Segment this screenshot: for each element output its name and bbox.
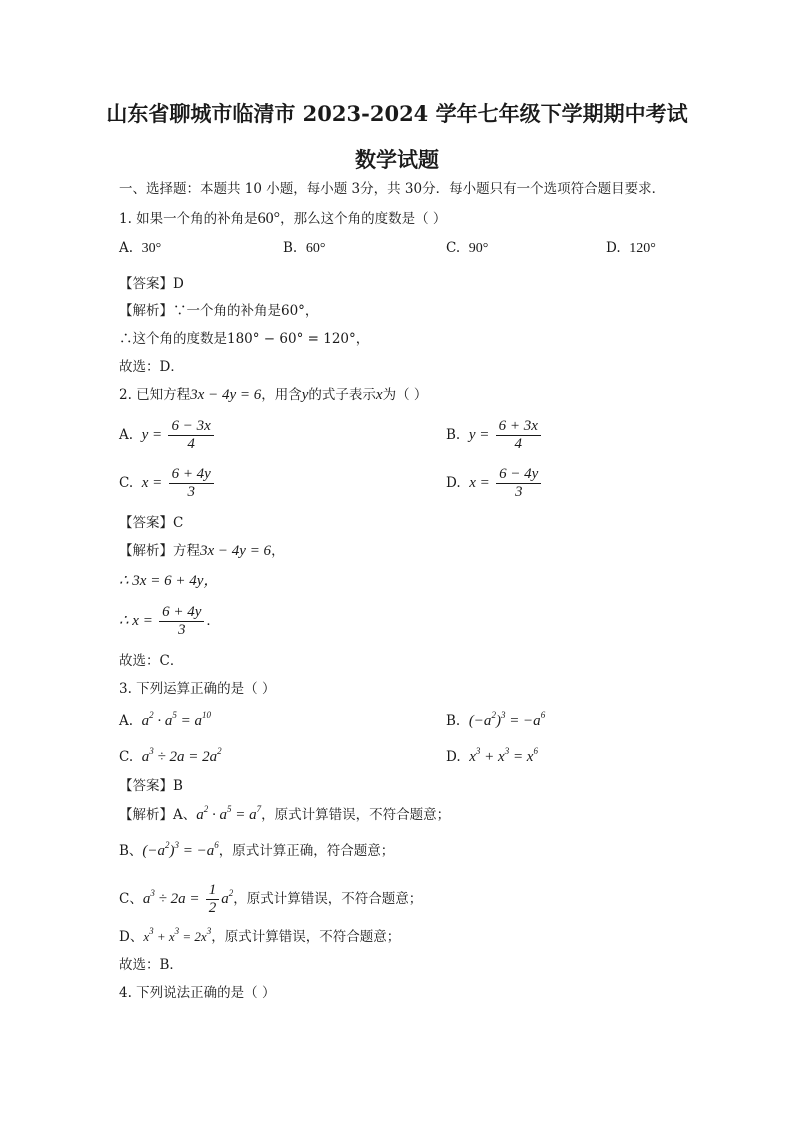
q3-analysis-b: B、$(-a^2)^3 = -a^6$，原式计算正确，符合题意；: [119, 840, 395, 859]
q3-choice: 故选：B．: [119, 957, 183, 973]
question-4-stem: 4. 下列说法正确的是（ ）: [119, 985, 276, 1001]
title-line-2: 数学试题: [355, 147, 439, 172]
q3-option-d: D. $x^3 + x^3 = x^6$: [446, 746, 538, 765]
q3-answer: 【答案】B: [119, 778, 183, 794]
q1-option-c: C. 90°: [446, 240, 489, 256]
q1-analysis-3: 故选：D．: [119, 359, 184, 375]
question-1-stem: 1. 如果一个角的补角是60°，那么这个角的度数是（ ）: [119, 210, 447, 227]
q2-option-d: D. x = $\frac{6 - 4y}{3}$: [446, 466, 543, 501]
question-3-stem: 3. 下列运算正确的是（ ）: [119, 681, 276, 697]
q2-option-b: B. y = $\frac{6 + 3x}{4}$: [446, 418, 543, 453]
title-line-1: 山东省聊城市临清市 2023-2024 学年七年级下学期期中考试: [106, 101, 688, 126]
q2-analysis-2: ∴ 3x = 6 + 4y，: [119, 573, 219, 589]
q2-analysis-3: ∴ x = $\frac{6 + 4y}{3}$ ．: [119, 604, 220, 638]
q2-option-c: C. x = $\frac{6 + 4y}{3}$: [119, 466, 216, 501]
q1-option-d: D. 120°: [606, 240, 656, 256]
q1-answer: 【答案】D: [119, 276, 184, 292]
q1-analysis-2: ∴这个角的度数是180° − 60° = 120°，: [119, 331, 370, 347]
q2-analysis-1: 【解析】方程3x − 4y = 6，: [119, 543, 285, 559]
q1-analysis-1: 【解析】∵一个角的补角是60°，: [119, 303, 319, 319]
q2-answer: 【答案】C: [119, 515, 184, 531]
q3-analysis-c: C、$a^3 \div 2a$ = $\frac{1}{2}$ $a^2$，原式计算错误，不符合题意；: [119, 882, 423, 916]
q3-analysis-a: 【解析】A、$a^2 \cdot a^5 = a^7$，原式计算错误，不符合题意；: [119, 804, 451, 823]
section-heading: 一、选择题：本题共 10 小题，每小题 3分，共 30分．每小题只有一个选项符合题目要求．: [119, 181, 666, 197]
q3-analysis-d: D、$x^3 + x^3 = 2x^3$，原式计算错误，不符合题意；: [119, 926, 401, 945]
q3-option-a: A. $a^2 \cdot a^5 = a^{10}$: [119, 710, 212, 729]
q3-option-c: C. $a^3 \div 2a = 2a^2$: [119, 746, 222, 765]
q1-option-b: B. 60°: [283, 240, 326, 256]
q2-choice: 故选：C．: [119, 653, 184, 669]
q2-option-a: A. y = $\frac{6 - 3x}{4}$: [119, 418, 216, 453]
question-2-stem: 2. 已知方程3x − 4y = 6，用含y的式子表示x为（ ）: [119, 387, 428, 403]
q3-option-b: B. $(-a^2)^3 = -a^6$: [446, 710, 546, 729]
q1-option-a: A. 30°: [119, 240, 162, 256]
